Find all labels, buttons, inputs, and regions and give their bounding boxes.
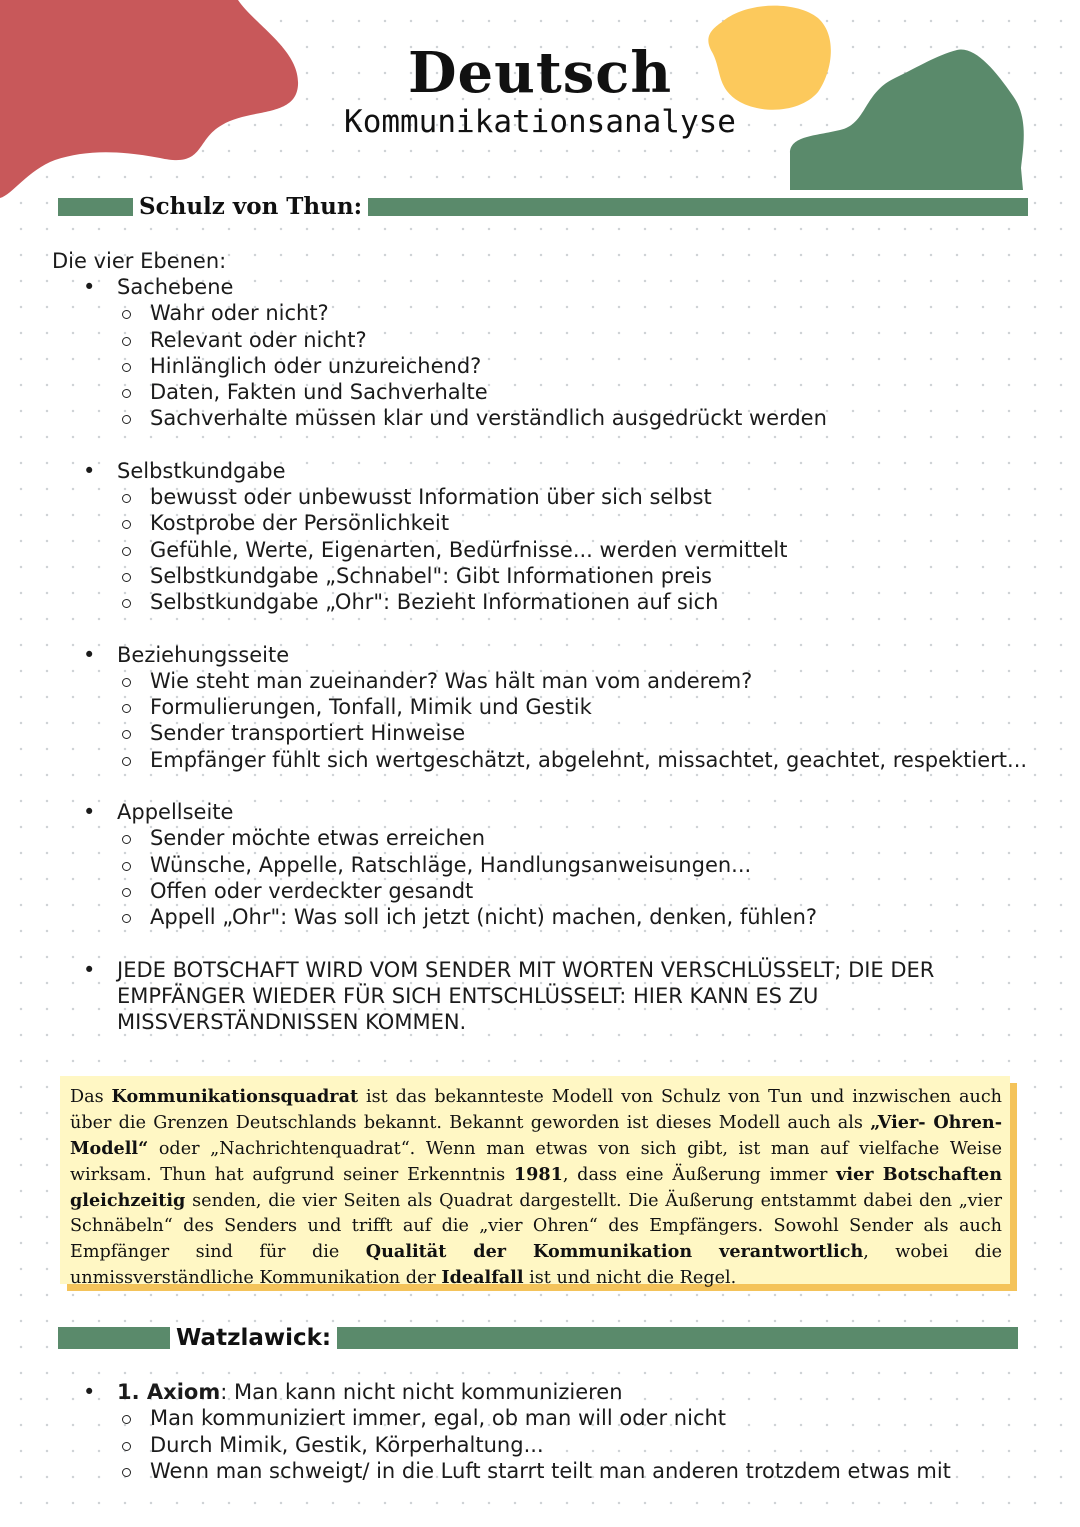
kommunikationsquadrat-infobox: Das Kommunikationsquadrat ist das bekannteste Modell von Schulz von Tun und inzwischen auch über die Grenzen Deutschlands bekannt. Bekannt geworden ist dieses Modell auch als „Vier- Ohren- Modell“ oder „Nachrichtenquadrat“. Wenn man etwas von sich gibt, ist man auf vielfache Weise wirksam. Thun hat aufgrund seiner Erkenntnis 1981, dass eine Äußerung immer vier Botschaften gleichzeitig senden, die vier Seiten als Quadrat dargestellt. Die Äußerung entstammt dabei den „vier Schnäbeln“ des Senders und trifft auf die „vier Ohren“ des Empfängers. Sowohl Sender als auch Empfänger sind für die Qualität der Kommunikation verantwortlich, wobei die unmissverständliche Kommunikation der Idealfall ist und nicht die Regel. (60, 1076, 1010, 1284)
list-item: bewusst oder unbewusst Information über sich selbst (117, 484, 1042, 510)
list-item: Man kommuniziert immer, egal, ob man will oder nicht (117, 1405, 1042, 1431)
list-item: Offen oder verdeckter gesandt (117, 878, 1042, 904)
list-item: Selbstkundgabe „Ohr": Bezieht Informationen auf sich (117, 589, 1042, 615)
list-item: Durch Mimik, Gestik, Körperhaltung... (117, 1432, 1042, 1458)
bold-term: Idealfall (441, 1267, 524, 1288)
section-heading-watzlawick: Watzlawick: (170, 1324, 337, 1352)
level-title: • Beziehungsseite (117, 642, 290, 667)
list-item: Wahr oder nicht? (117, 300, 1042, 326)
four-levels-intro: Die vier Ebenen: (52, 249, 227, 273)
level-title: • Appellseite (117, 800, 234, 825)
bold-term: vier Botschaften gleichzeitig (70, 1164, 1003, 1211)
list-item: Gefühle, Werte, Eigenarten, Bedürfnisse... werden vermittelt (117, 537, 1042, 563)
bold-term: „Vier- Ohren- Modell“ (70, 1112, 1003, 1159)
list-item: Formulierungen, Tonfall, Mimik und Gestik (117, 694, 1042, 720)
list-item: Daten, Fakten und Sachverhalte (117, 379, 1042, 405)
level-title: • Selbstkundgabe (117, 458, 286, 483)
bold-term: Qualität der Kommunikation verantwortlich (365, 1241, 864, 1262)
levels-list (52, 274, 1042, 1035)
list-item: Kostprobe der Persönlichkeit (117, 510, 1042, 536)
level-item-sachebene (82, 274, 1042, 432)
level-item-beziehungsseite (82, 642, 1042, 773)
list-item: Wie steht man zueinander? Was hält man vom anderem? (117, 668, 1042, 694)
bold-term: Kommunikationsquadrat (111, 1086, 359, 1107)
list-item: Sender transportiert Hinweise (117, 720, 1042, 746)
axiom-item (82, 1379, 1042, 1484)
schulz-content (52, 248, 1042, 1035)
caps-note: • JEDE BOTSCHAFT WIRD VOM SENDER MIT WORTEN VERSCHLÜSSELT; DIE DER EMPFÄNGER WIEDER FÜR SICH ENTSCHLÜSSELT: HIER KANN ES ZU MISSVERSTÄNDNISSEN KOMMEN. (117, 957, 935, 1035)
watzlawick-content (52, 1379, 1042, 1484)
axiom-text: : Man kann nicht nicht kommunizieren (220, 1380, 623, 1404)
list-item: Relevant oder nicht? (117, 327, 1042, 353)
list-item: Wenn man schweigt/ in die Luft starrt teilt man anderen trotzdem etwas mit (117, 1458, 1042, 1484)
list-item: Sender möchte etwas erreichen (117, 825, 1042, 851)
list-item: Sachverhalte müssen klar und verständlich ausgedrückt werden (117, 405, 1042, 431)
axiom-label: 1. Axiom (117, 1380, 221, 1404)
page-title: Deutsch (407, 40, 673, 106)
bold-term: 1981 (513, 1164, 563, 1185)
list-item: Empfänger fühlt sich wertgeschätzt, abgelehnt, missachtet, geachtet, respektiert... (117, 747, 1042, 773)
list-item: Selbstkundgabe „Schnabel": Gibt Informationen preis (117, 563, 1042, 589)
level-title: • Sachebene (117, 275, 234, 299)
caps-note-item (82, 957, 1042, 1036)
list-item: Hinlänglich oder unzureichend? (117, 353, 1042, 379)
list-item: Wünsche, Appelle, Ratschläge, Handlungsanweisungen... (117, 852, 1042, 878)
level-item-appellseite (82, 799, 1042, 930)
level-item-selbstkundgabe (82, 458, 1042, 616)
page-subtitle: Kommunikationsanalyse (344, 104, 736, 140)
section-heading-schulz: Schulz von Thun: (133, 193, 368, 221)
list-item: Appell „Ohr": Was soll ich jetzt (nicht) machen, denken, fühlen? (117, 904, 1042, 930)
